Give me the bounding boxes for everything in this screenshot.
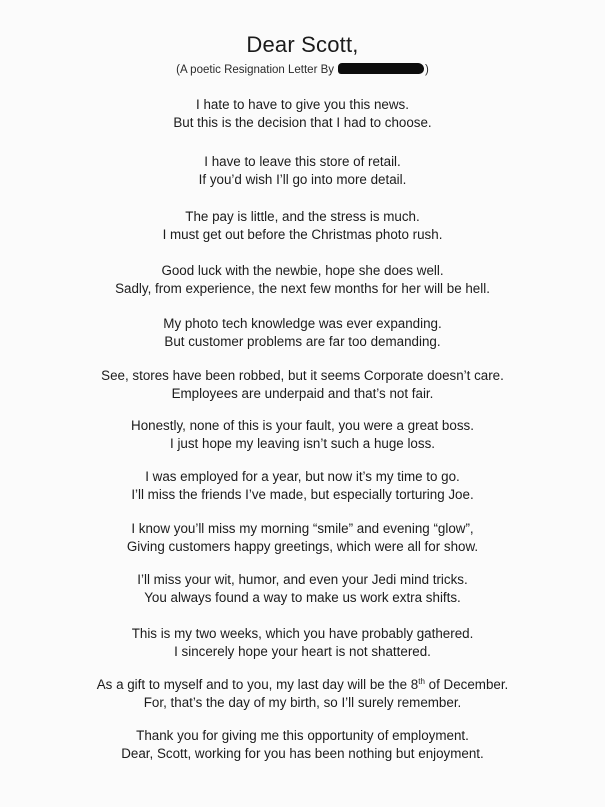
stanza-1 [0,96,605,132]
redacted-name-mark [338,63,424,74]
stanza-line: See, stores have been robbed, but it seems Corporate doesn’t care. [101,368,504,383]
stanza-9 [0,520,605,556]
stanza-8 [0,468,605,504]
subtitle-prefix: (A poetic Resignation Letter By [176,64,335,76]
stanza-6 [0,367,605,403]
stanza-line: I was employed for a year, but now it’s my time to go. [145,469,460,484]
stanza-line: Thank you for giving me this opportunity of employment. [136,728,469,743]
stanza-line: This is my two weeks, which you have probably gathered. [131,626,474,641]
stanza-line: Good luck with the newbie, hope she does well. [161,263,444,278]
stanza-line: My photo tech knowledge was ever expanding. [163,316,442,331]
stanza-line: But customer problems are far too demanding. [164,334,441,349]
stanza-3 [0,208,605,244]
stanza-line: Honestly, none of this is your fault, you were a great boss. [131,418,474,433]
stanza-line: I hate to have to give you this news. [196,97,409,112]
stanza-line: I sincerely hope your heart is not shattered. [174,644,431,659]
stanza-line: Giving customers happy greetings, which were all for show. [126,539,479,554]
line-text: As a gift to myself and to you, my last day will be the 8 [96,677,419,692]
stanza-line: Sadly, from experience, the next few months for her will be hell. [115,281,490,296]
ordinal-suffix: th [418,677,425,686]
stanza-4 [0,262,605,298]
stanza-10 [0,571,605,607]
stanza-line: The pay is little, and the stress is much. [185,209,420,224]
stanza-2 [0,153,605,189]
letter-subtitle [0,63,605,77]
stanza-13 [0,727,605,763]
letter-title: Dear Scott, [246,32,359,57]
stanza-11 [0,625,605,661]
subtitle-suffix: ) [425,64,429,76]
stanza-line: If you’d wish I’ll go into more detail. [198,172,407,187]
stanza-7 [0,417,605,453]
stanza-line [0,676,605,694]
stanza-line: Employees are underpaid and that’s not fair. [171,386,434,401]
stanza-line: Dear, Scott, working for you has been nothing but enjoyment. [121,746,484,761]
stanza-12 [0,676,605,712]
stanza-line: I’ll miss the friends I’ve made, but especially torturing Joe. [131,487,474,502]
stanza-line: For, that’s the day of my birth, so I’ll surely remember. [143,695,462,710]
stanza-line: You always found a way to make us work extra shifts. [144,590,461,605]
stanza-line: I have to leave this store of retail. [204,154,401,169]
line-text: of December. [424,677,509,692]
stanza-line: But this is the decision that I had to choose. [173,115,432,130]
stanza-5 [0,315,605,351]
stanza-line: I must get out before the Christmas photo rush. [162,227,443,242]
stanza-line: I know you’ll miss my morning “smile” and evening “glow”, [131,521,474,536]
stanza-line: I just hope my leaving isn’t such a huge loss. [170,436,435,451]
stanza-line: I’ll miss your wit, humor, and even your Jedi mind tricks. [137,572,468,587]
